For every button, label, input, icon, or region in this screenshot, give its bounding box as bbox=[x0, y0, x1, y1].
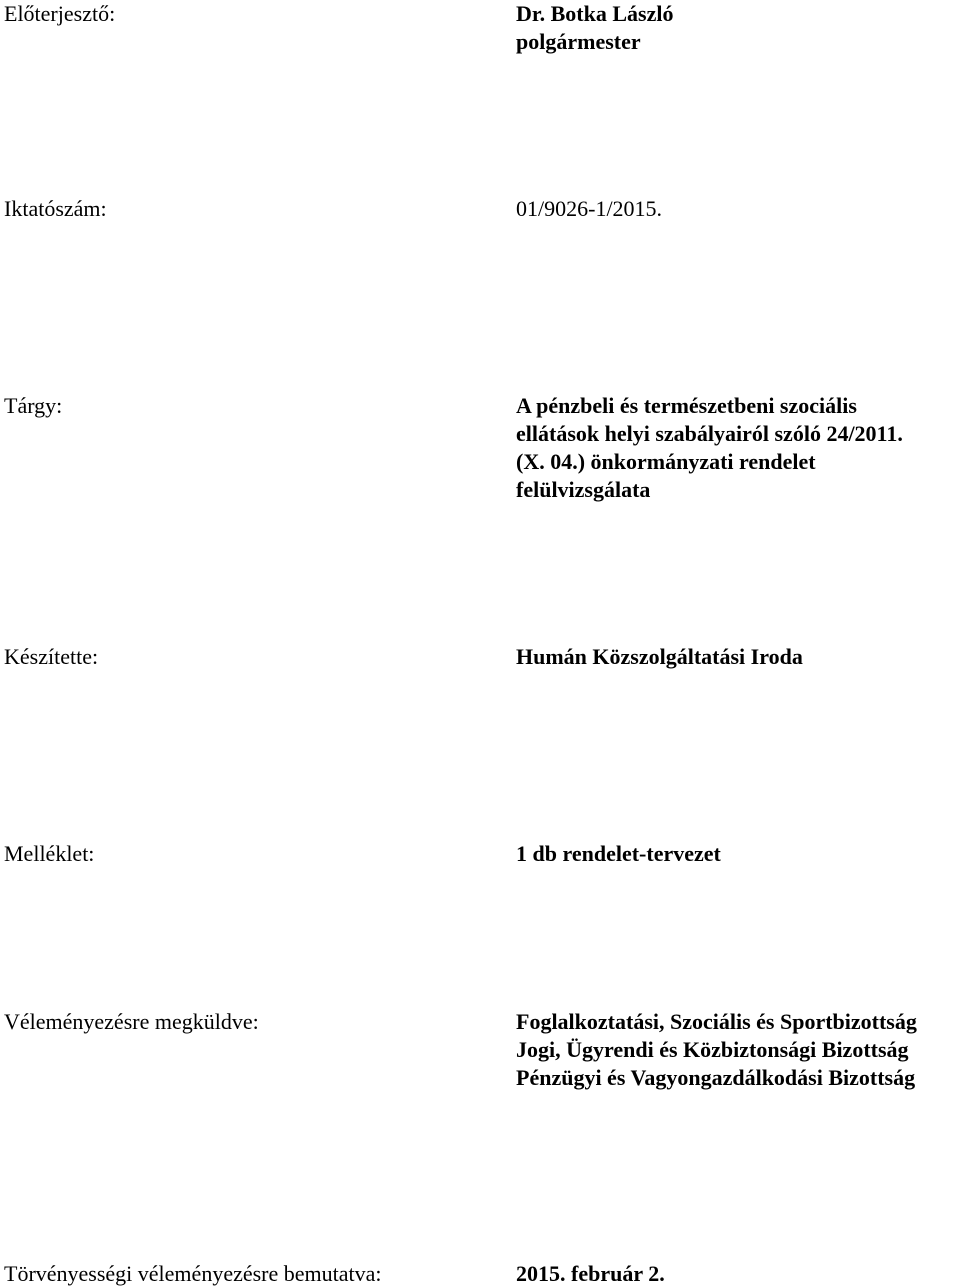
subject-value bbox=[516, 392, 903, 504]
subject-line-2: ellátások helyi szabályairól szóló 24/2011. bbox=[516, 421, 903, 446]
subject-line-3: (X. 04.) önkormányzati rendelet bbox=[516, 449, 816, 474]
subject-label: Tárgy: bbox=[4, 393, 63, 418]
file-number-label: Iktatószám: bbox=[4, 196, 107, 221]
presenter-label: Előterjesztő: bbox=[4, 1, 116, 26]
presenter-title: polgármester bbox=[516, 29, 641, 54]
prepared-by-value: Humán Közszolgáltatási Iroda bbox=[516, 644, 803, 669]
sent-for-review-label: Véleményezésre megküldve: bbox=[4, 1009, 259, 1034]
committee-2: Jogi, Ügyrendi és Közbiztonsági Bizottság bbox=[516, 1037, 909, 1062]
file-number-value: 01/9026-1/2015. bbox=[516, 196, 663, 221]
subject-line-4: felülvizsgálata bbox=[516, 477, 651, 502]
committee-3: Pénzügyi és Vagyongazdálkodási Bizottság bbox=[516, 1065, 916, 1090]
legality-review-label: Törvényességi véleményezésre bemutatva: bbox=[4, 1261, 382, 1286]
committee-1: Foglalkoztatási, Szociális és Sportbizottság bbox=[516, 1009, 917, 1034]
legality-review-date: 2015. február 2. bbox=[516, 1261, 665, 1286]
presenter-value bbox=[516, 0, 673, 56]
prepared-by-label: Készítette: bbox=[4, 644, 99, 669]
subject-line-1: A pénzbeli és természetbeni szociális bbox=[516, 393, 857, 418]
attachment-value: 1 db rendelet-tervezet bbox=[516, 841, 721, 866]
sent-for-review-value bbox=[516, 1008, 917, 1092]
presenter-name: Dr. Botka László bbox=[516, 1, 674, 26]
attachment-label: Melléklet: bbox=[4, 841, 95, 866]
